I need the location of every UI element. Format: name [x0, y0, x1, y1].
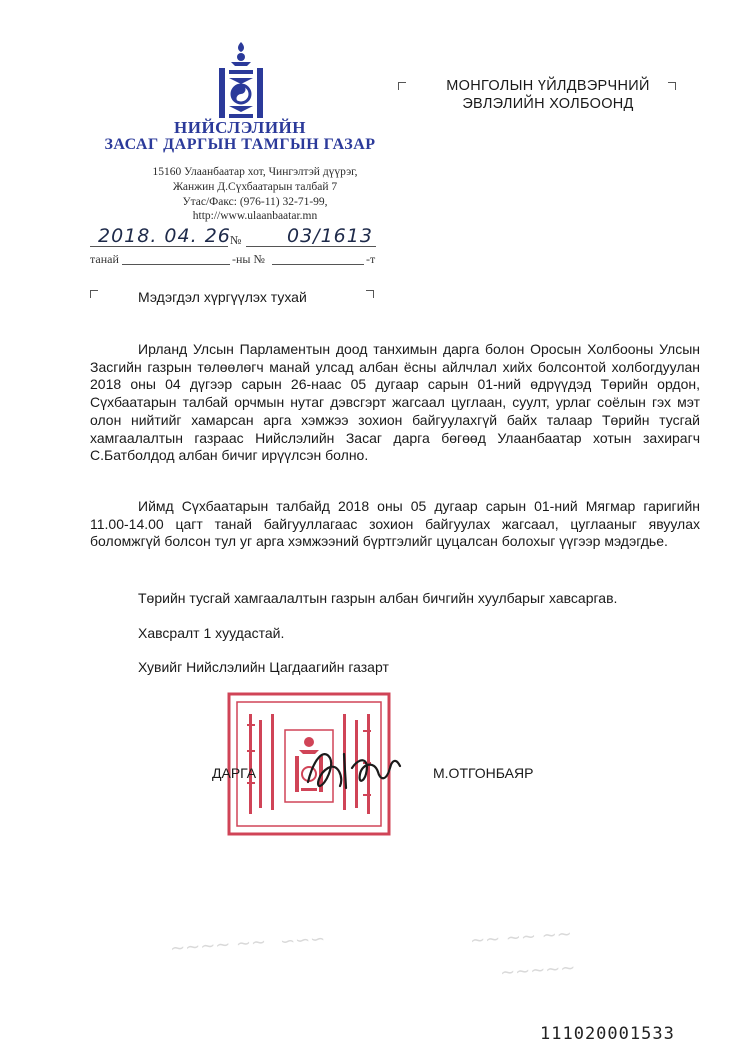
subject-corner-left [90, 290, 98, 298]
letter-date: 2018. 04. 26 [98, 225, 231, 247]
addressee-line1: МОНГОЛЫН ҮЙЛДВЭРЧНИЙ [446, 78, 650, 94]
reply-prefix: танай [90, 252, 119, 266]
faded-handwriting-2: ∽∽∽ [279, 928, 326, 953]
body-paragraph-2: Иймд Сүхбаатарын талбайд 2018 оны 05 дугаар сарын 01-ний Мягмар гаригийн 11.00-14.00 цагт танай байгууллагаас зохион байгуулах жагсаал, цуглааныг явуулах боломжгүй болсон тул уг арга хэмжээний бүртгэлийг цуцалсан болохыг үүгээр мэдэгдье. [90, 498, 700, 550]
address-line2: Жанжин Д.Сүхбаатарын талбай 7 [172, 181, 338, 193]
attachment-count: Хавсралт 1 хуудастай. [138, 625, 285, 641]
letter-number: 03/1613 [287, 225, 373, 247]
address-line3: Утас/Факс: (976-11) 32-71-99, [182, 196, 328, 208]
signatory-name: М.ОТГОНБАЯР [433, 765, 534, 781]
body-paragraph-1: Ирланд Улсын Парламентын доод танхимын дарга болон Оросын Холбооны Улсын Засгийн газрын төлөөлөгч манай улсад албан ёсны айлчлал хийх болсонтой холбогдуулан 2018 оны 04 дүгээр сарын 26-наас 05 дугаар сарын 01-ний өдрүүдэд Төрийн ордон, Сүхбаатарын талбай орчмын нутаг дэвсгэрт жагсаал цуглаан, суулт, урлаг соёлын гэх мэт олон нийтийг хамарсан арга хэмжээ зохион байгуулахгүй байх талаар Төрийн тусгай хамгаалалтын газраас Нийслэлийн Засаг дарга бөгөөд Улаанбаатар хотын захирагч С.Батболдод албан бичиг ирүүлсэн болно. [90, 341, 700, 464]
faded-handwriting-3: ~~ ~~ ~~ [469, 923, 573, 952]
subject-corner-right [366, 290, 374, 298]
addressee-line2: ЭВЛЭЛИЙН ХОЛБООНД [462, 96, 634, 112]
reply-suffix: -т [366, 252, 376, 266]
attachment-note: Төрийн тусгай хамгаалалтын газрын албан бичгийн хуулбарыг хавсаргав. [138, 590, 618, 606]
handwritten-signature-icon [300, 738, 410, 794]
faded-handwriting-4: ~~~~~ [499, 957, 577, 984]
address-line1: 15160 Улаанбаатар хот, Чингэлтэй дүүрэг, [152, 166, 358, 178]
reply-date-underline [122, 264, 230, 265]
organization-name-line1: НИЙСЛЭЛИЙН [174, 118, 306, 137]
copy-recipient: Хувийг Нийслэлийн Цагдаагийн газарт [138, 659, 389, 675]
number-label: № [230, 233, 242, 247]
reply-number-underline [272, 264, 364, 265]
signatory-title: ДАРГА [212, 765, 257, 781]
date-underline [90, 246, 228, 247]
faded-handwriting-1: ~~~~ ~~ [169, 931, 267, 960]
soyombo-emblem-icon [213, 40, 269, 124]
reply-mid: -ны № [232, 252, 265, 266]
letter-subject: Мэдэгдэл хүргүүлэх тухай [138, 289, 307, 305]
addressee-corner-left [398, 82, 406, 90]
website-link[interactable]: http://www.ulaanbaatar.mn [192, 210, 318, 222]
organization-name-line2: ЗАСАГ ДАРГЫН ТАМГЫН ГАЗАР [104, 136, 376, 153]
document-serial-number: 11102000153З [540, 1024, 675, 1044]
